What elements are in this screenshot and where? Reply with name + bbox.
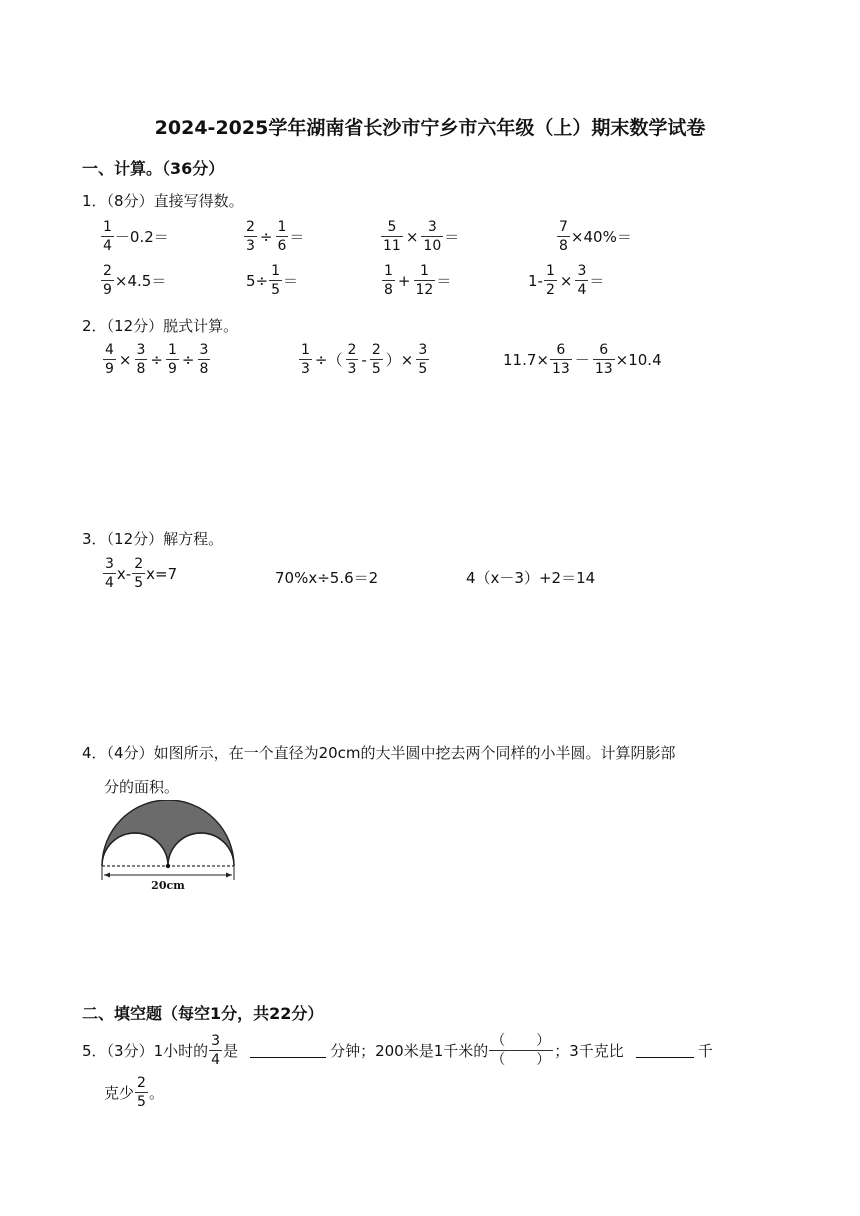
- operator: x-: [116, 564, 132, 583]
- q1-heading: 1．（8分）直接写得数。: [82, 192, 244, 210]
- operator: -: [361, 350, 367, 369]
- numerator: 3: [105, 556, 114, 572]
- q5-text: ；3千克比: [554, 1042, 624, 1061]
- q2-expr-3: [503, 343, 662, 376]
- page-title: 2024-2025学年湖南省长沙市宁乡市六年级（上）期末数学试卷: [154, 117, 706, 139]
- paren-denominator: （ ）: [491, 1052, 552, 1069]
- answer-fraction-blank[interactable]: [489, 1034, 553, 1067]
- numerator: 3: [418, 342, 428, 358]
- numerator: 4: [105, 342, 114, 358]
- q5-line-2: [104, 1076, 164, 1109]
- numerator: 1: [271, 263, 281, 279]
- q5-text: 是: [223, 1042, 239, 1061]
- numerator: 1: [277, 219, 287, 235]
- equals: ＝: [289, 228, 305, 247]
- numerator: 6: [556, 342, 566, 358]
- numerator: 1: [103, 219, 112, 235]
- center-dot: [166, 864, 170, 868]
- numerator: 3: [199, 342, 209, 358]
- denominator: 8: [136, 361, 146, 378]
- section-1-heading: 一、计算。（36分）: [82, 159, 225, 178]
- equals: ＝: [589, 272, 605, 291]
- expr-post: x=7: [146, 564, 178, 583]
- denominator: 6: [277, 238, 287, 255]
- q1-r1c3: [380, 220, 459, 253]
- denominator: 4: [105, 575, 114, 592]
- denominator: 3: [246, 238, 255, 255]
- denominator: 8: [384, 282, 393, 299]
- expr-pre: 11.7×: [503, 350, 549, 369]
- numerator: 3: [427, 219, 437, 235]
- numerator: 1: [545, 263, 555, 279]
- q1-r2c2: [246, 264, 298, 297]
- expr-pre: 1-: [528, 271, 543, 290]
- denominator: 5: [271, 282, 281, 299]
- denominator: 10: [423, 238, 442, 255]
- equals: ＝: [444, 228, 460, 247]
- denominator: 5: [134, 575, 144, 592]
- q1-r1c4: [556, 220, 632, 253]
- numerator: 3: [136, 342, 146, 358]
- operator: ×: [405, 227, 419, 246]
- numerator: 2: [103, 263, 112, 279]
- denominator: 9: [105, 361, 114, 378]
- equals: ＝: [436, 272, 452, 291]
- expr-rest: ×40%＝: [570, 228, 632, 247]
- expr-rest: ×4.5＝: [114, 272, 167, 291]
- q4-text-line-2: 分的面积。: [104, 778, 180, 796]
- numerator: 2: [371, 342, 381, 358]
- denominator: 3: [347, 361, 357, 378]
- numerator: 2: [246, 219, 255, 235]
- q5-text: 克少: [104, 1084, 135, 1103]
- numerator: 2: [347, 342, 357, 358]
- numerator: 7: [559, 219, 568, 235]
- operator: ×: [118, 350, 132, 369]
- q5-text: 分钟；200米是1千米的: [330, 1042, 489, 1061]
- section-2-heading: 二、填空题（每空1分，共22分）: [82, 1004, 324, 1023]
- operator: ÷: [259, 227, 273, 246]
- operator: ÷: [181, 350, 195, 369]
- denominator: 12: [415, 282, 434, 299]
- answer-blank-kilograms[interactable]: [636, 1043, 694, 1058]
- q2-heading: 2．（12分）脱式计算。: [82, 317, 239, 335]
- q3-eq-2: 70%x÷5.6＝2: [275, 569, 379, 587]
- q5-text: 千: [697, 1042, 713, 1061]
- q1-r2c4: [528, 264, 604, 297]
- denominator: 4: [211, 1052, 221, 1069]
- denominator: 4: [103, 238, 112, 255]
- q4-text-line-1: 4．（4分）如图所示，在一个直径为20cm的大半圆中挖去两个同样的小半圆。计算阴影部: [82, 744, 676, 762]
- denominator: 3: [301, 361, 310, 378]
- denominator: 4: [577, 282, 587, 299]
- q5-line-1: [82, 1034, 713, 1067]
- operator: ×: [559, 271, 573, 290]
- numerator: 3: [211, 1033, 221, 1049]
- denominator: 5: [418, 361, 428, 378]
- operator: +: [397, 271, 411, 290]
- denominator: 11: [383, 238, 401, 255]
- semicircle-figure: [96, 800, 242, 892]
- numerator: 6: [599, 342, 609, 358]
- q2-expr-2: [298, 343, 430, 376]
- q5-text: 5．（3分）1小时的: [82, 1042, 209, 1061]
- denominator: 13: [551, 361, 570, 378]
- numerator: 1: [301, 342, 310, 358]
- expr-pre: 5÷: [246, 271, 269, 290]
- q1-r2c1: [100, 264, 166, 297]
- operator: ÷（: [314, 351, 343, 370]
- denominator: 2: [545, 282, 555, 299]
- denominator: 9: [168, 361, 177, 378]
- denominator: 8: [559, 238, 568, 255]
- q2-expr-1: [102, 343, 211, 376]
- q3-eq-1: [102, 557, 177, 590]
- expr-rest: －0.2＝: [114, 228, 169, 247]
- equals: ＝: [283, 272, 299, 291]
- q5-text: 。: [148, 1084, 164, 1103]
- q3-heading: 3．（12分）解方程。: [82, 530, 224, 548]
- numerator: 2: [137, 1075, 146, 1091]
- denominator: 5: [371, 361, 381, 378]
- numerator: 1: [419, 263, 429, 279]
- answer-blank-minutes[interactable]: [250, 1043, 326, 1058]
- denominator: 9: [103, 282, 112, 299]
- q1-r1c2: [243, 220, 304, 253]
- numerator: 3: [577, 263, 587, 279]
- arrow-right-icon: [226, 873, 232, 878]
- operator: ）×: [385, 351, 414, 370]
- operator: ÷: [150, 350, 163, 369]
- denominator: 13: [594, 361, 613, 378]
- numerator: 5: [387, 219, 397, 235]
- paren-numerator: （ ）: [491, 1033, 552, 1049]
- q1-r2c3: [381, 264, 451, 297]
- figure-dimension-label: 20cm: [151, 879, 185, 892]
- arrow-left-icon: [104, 873, 110, 878]
- expr-post: ×10.4: [615, 350, 662, 369]
- numerator: 1: [168, 342, 177, 358]
- operator: －: [574, 351, 590, 370]
- q3-eq-3: 4（x－3）+2＝14: [466, 569, 596, 587]
- numerator: 2: [134, 556, 144, 572]
- q1-r1c1: [100, 220, 169, 253]
- denominator: 8: [199, 361, 209, 378]
- denominator: 5: [137, 1094, 146, 1111]
- numerator: 1: [384, 263, 393, 279]
- shaded-region: [102, 800, 234, 866]
